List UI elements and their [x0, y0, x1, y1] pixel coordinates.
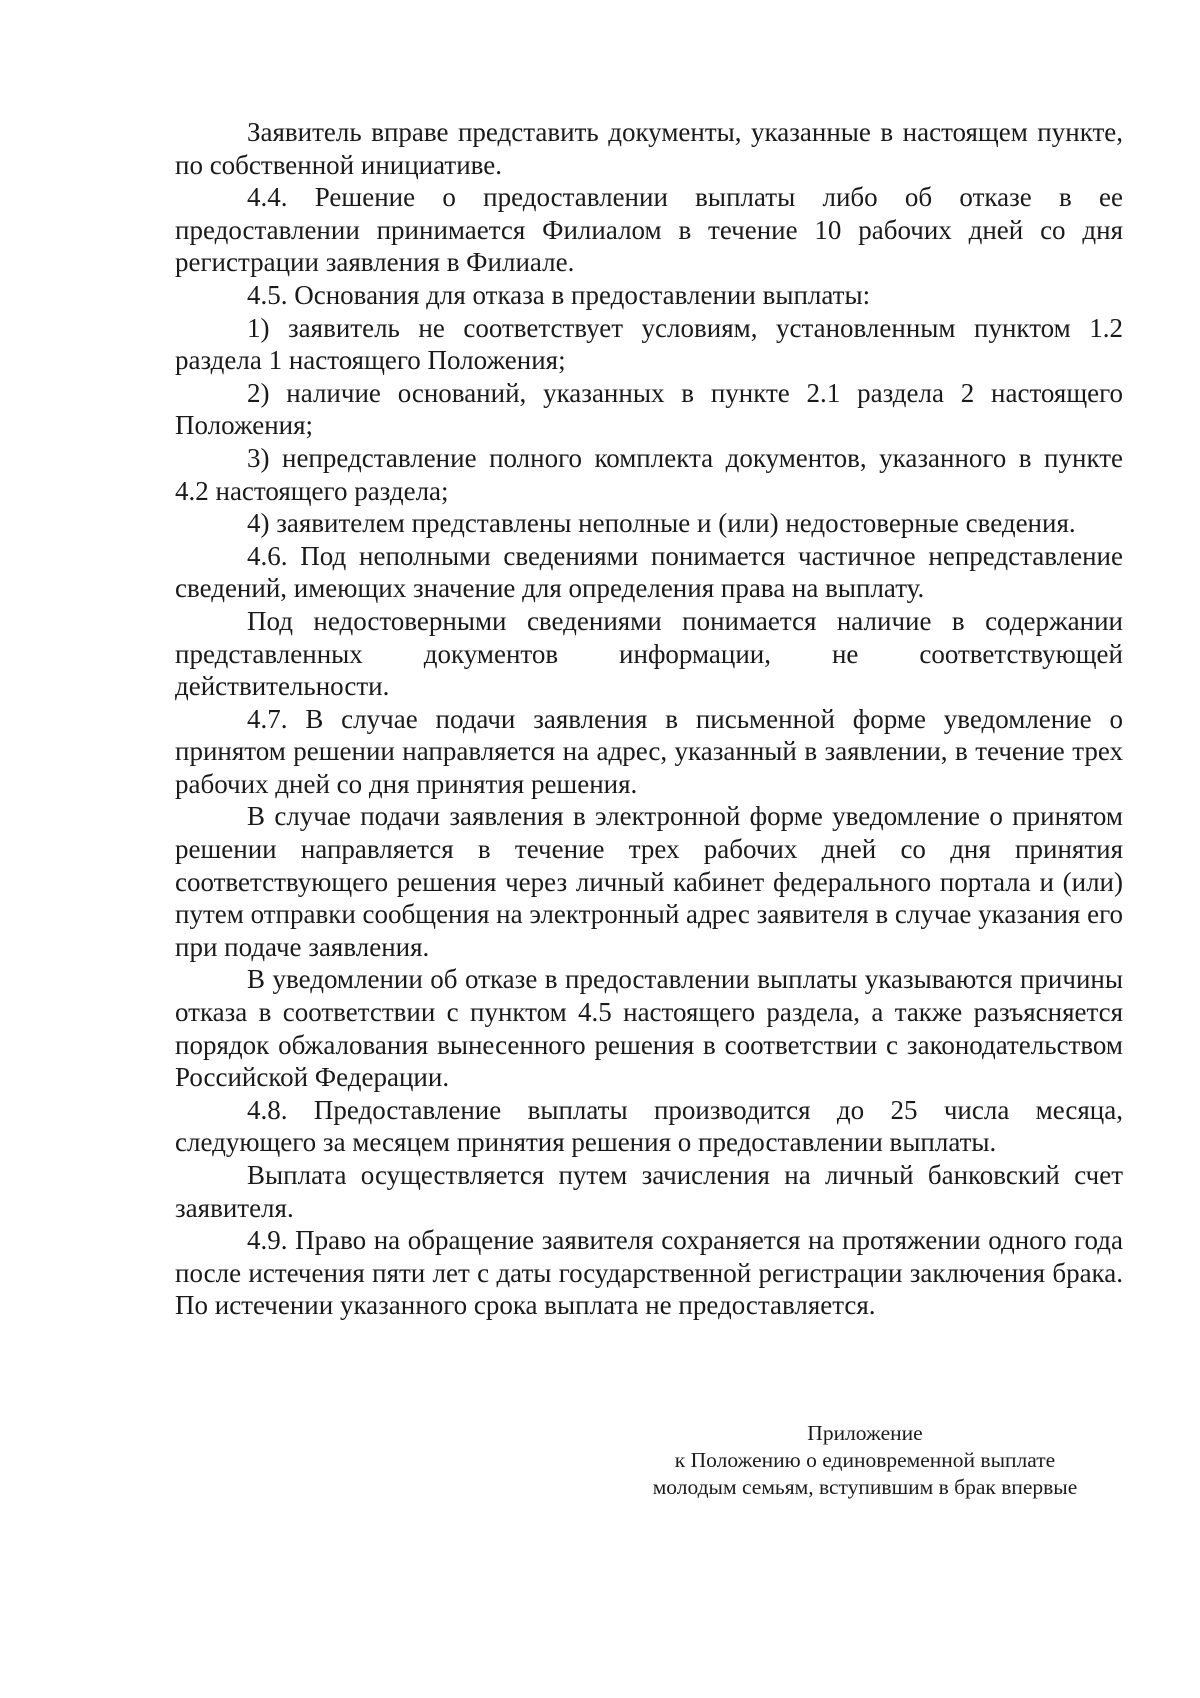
- paragraph-4-5: 4.5. Основания для отказа в предоставлении выплаты:: [247, 279, 871, 310]
- paragraph-4-7-electronic: В случае подачи заявления в электронной форме уведомление о принятом решении направляется в течение трех рабочих дней со дня принятия соответствующего решения через личный кабинет федерального портала и (или) путем отправки сообщения на электронный адрес заявителя в случае указания его при подаче заявления.: [175, 801, 1123, 962]
- paragraph-4-6-unreliable: Под недостоверными сведениями понимается наличие в содержании представленных документов информации, не соответствующей действительности.: [175, 605, 1123, 702]
- paragraph-4-4: 4.4. Решение о предоставлении выплаты либо об отказе в ее предоставлении принимается Филиалом в течение 10 рабочих дней со дня регистрации заявления в Филиале.: [175, 182, 1123, 278]
- appendix-title: Приложение: [807, 1421, 923, 1445]
- paragraph-4-6: 4.6. Под неполными сведениями понимается частичное непредставление сведений, имеющих значение для определения права на выплату.: [175, 540, 1123, 604]
- paragraph-4-7-refusal: В уведомлении об отказе в предоставлении выплаты указываются причины отказа в соответствии с пунктом 4.5 настоящего раздела, а также разъясняется порядок обжалования вынесенного решения в соответствии с законодательством Российской Федерации.: [175, 964, 1123, 1093]
- appendix-subtitle-line-1: к Положению о единовременной выплате: [674, 1448, 1056, 1472]
- paragraph-4-8-payment: Выплата осуществляется путем зачисления на личный банковский счет заявителя.: [175, 1160, 1123, 1223]
- appendix-subtitle-line-2: молодым семьям, вступившим в брак впервые: [652, 1475, 1078, 1499]
- paragraph-4-8: 4.8. Предоставление выплаты производится до 25 числа месяца, следующего за месяцем принятия решения о предоставлении выплаты.: [175, 1094, 1123, 1158]
- paragraph-4-5-item-4: 4) заявителем представлены неполные и (или) недостоверные сведения.: [247, 508, 1076, 539]
- appendix-heading: [600, 1420, 1130, 1501]
- paragraph-4-5-item-3: 3) непредставление полного комплекта документов, указанного в пункте 4.2 настоящего раздела;: [175, 442, 1123, 506]
- paragraph-documents-initiative: Заявитель вправе представить документы, указанные в настоящем пункте, по собственной инициативе.: [175, 117, 1123, 180]
- paragraph-4-7: 4.7. В случае подачи заявления в письменной форме уведомление о принятом решении направляется на адрес, указанный в заявлении, в течение трех рабочих дней со дня принятия решения.: [175, 703, 1123, 799]
- document-body: [175, 116, 1123, 1322]
- paragraph-4-5-item-2: 2) наличие оснований, указанных в пункте 2.1 раздела 2 настоящего Положения;: [175, 377, 1123, 441]
- paragraph-4-5-item-1: 1) заявитель не соответствует условиям, установленным пунктом 1.2 раздела 1 настоящего Положения;: [175, 312, 1123, 376]
- paragraph-4-9: 4.9. Право на обращение заявителя сохраняется на протяжении одного года после истечения пяти лет с даты государственной регистрации заключения брака. По истечении указанного срока выплата не предоставляется.: [175, 1225, 1123, 1321]
